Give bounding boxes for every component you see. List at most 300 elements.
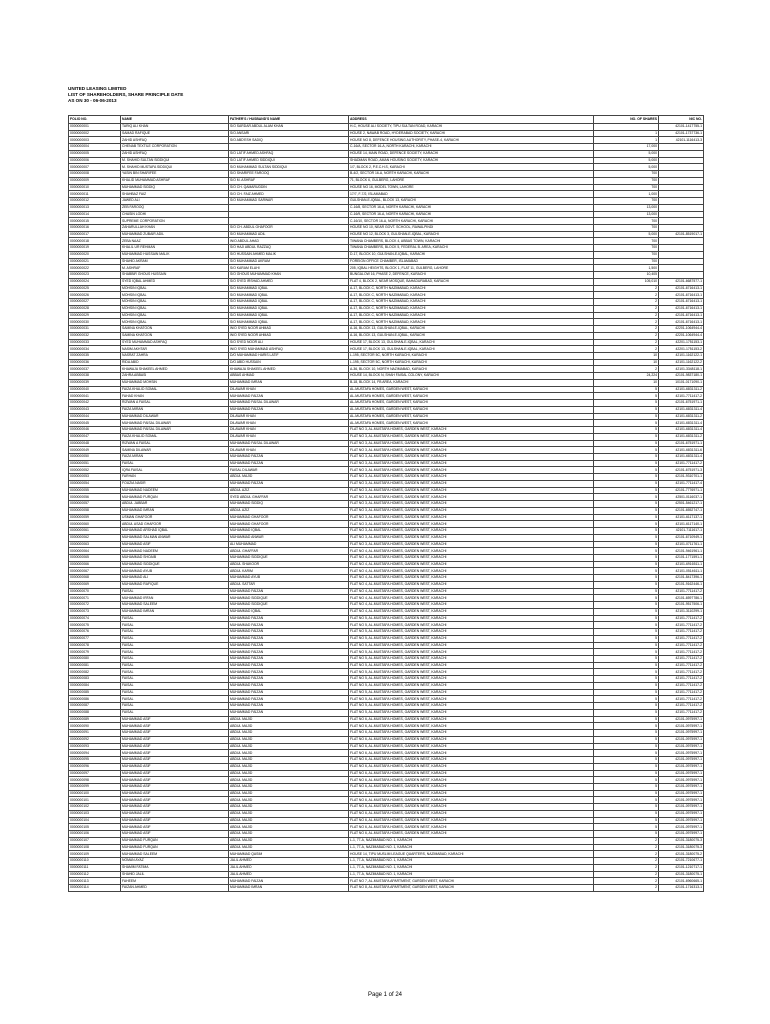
column-header-address: ADDRESS (349, 116, 594, 124)
cell-nic: 42101-6831311-2 (659, 386, 704, 393)
cell-folio: 0000000094 (69, 750, 121, 757)
cell-nic: 42201-1064944-4 (659, 326, 704, 333)
cell-father-name: ABDUL MAJID (229, 763, 349, 770)
cell-shares: 5 (594, 783, 659, 790)
cell-folio: 0000000103 (69, 810, 121, 817)
cell-father-name: MUHAMMAD FAIZAN (229, 406, 349, 413)
cell-address: L-195, SECTOR 5C, NORTH KARACHI, KARACHI (349, 359, 594, 366)
cell-name: MUHAMMAD ALI (121, 575, 229, 582)
cell-father-name: MUHAMMAD IQBAL (229, 528, 349, 535)
cell-nic: 42101-6831311-4 (659, 427, 704, 434)
cell-address: FLAT NO 5, AL-MUSTAFA HOMES, GARDEN WEST, KARACHI (349, 696, 594, 703)
cell-name: NOMAN AYAZ (121, 858, 229, 865)
cell-folio: 0000000092 (69, 736, 121, 743)
cell-address: FLAT NO 5, AL-MUSTAFA HOMES, GARDEN WEST, KARACHI (349, 669, 594, 676)
cell-shares: 5 (594, 723, 659, 730)
cell-folio: 0000000084 (69, 682, 121, 689)
cell-address: HOUSE 2, NAWAB ROAD, HYDERABAD SOCIETY, KARACHI (349, 130, 594, 137)
cell-nic: 42101-0975997-1 (659, 736, 704, 743)
cell-father-name: MUHAMMAD QASIM (229, 851, 349, 858)
table-row (69, 198, 704, 205)
cell-folio: 0000000109 (69, 851, 121, 858)
cell-shares: 5 (594, 467, 659, 474)
cell-address: FLAT NO 3, AL-MUSTAFA HOMES, GARDEN WEST, KARACHI (349, 453, 594, 460)
table-row (69, 730, 704, 737)
table-row (69, 608, 704, 615)
cell-nic (659, 251, 704, 258)
cell-folio: 0000000068 (69, 575, 121, 582)
cell-father-name: ABDUL MAJID (229, 743, 349, 750)
cell-shares: 5 (594, 433, 659, 440)
cell-shares: 5 (594, 507, 659, 514)
cell-name: KHALID MUHAMMAD ASHRAF (121, 177, 229, 184)
cell-name: ZAHID ASHFAQ (121, 150, 229, 157)
cell-shares: 5 (594, 447, 659, 454)
cell-nic (659, 164, 704, 171)
cell-shares: 2 (594, 844, 659, 851)
cell-address: FLAT NO 6, AL-MUSTAFA HOMES, GARDEN WEST, KARACHI (349, 757, 594, 764)
table-row (69, 615, 704, 622)
cell-name: FAIZA KHALID SOMAL (121, 386, 229, 393)
cell-address: FLAT NO 3, AL-MUSTAFA HOMES, GARDEN WEST, KARACHI (349, 433, 594, 440)
cell-address: HOUSE 17, BLOCK 13, GULSHAN-E-IQBAL, KARACHI (349, 339, 594, 346)
cell-name: FARHAN (121, 474, 229, 481)
cell-folio: 0000000076 (69, 629, 121, 636)
table-row (69, 373, 704, 380)
cell-folio: 0000000101 (69, 797, 121, 804)
cell-nic: 42101-6716413-1 (659, 299, 704, 306)
cell-shares: 5,000 (594, 164, 659, 171)
cell-shares: 10 (594, 379, 659, 386)
cell-nic: 42101-0975997-1 (659, 777, 704, 784)
cell-nic: 42101-0975997-1 (659, 783, 704, 790)
cell-shares: 700 (594, 218, 659, 225)
cell-nic: 42101-6960665-1 (659, 878, 704, 885)
table-row (69, 352, 704, 359)
cell-address: FLAT NO 4, AL-MUSTAFA HOMES, GARDEN WEST, KARACHI (349, 555, 594, 562)
cell-nic: 42201-1064944-4 (659, 332, 704, 339)
cell-father-name: ABDUL MAJID (229, 790, 349, 797)
cell-nic (659, 157, 704, 164)
cell-father-name: S/O MUHAMMAD AKRAM (229, 258, 349, 265)
cell-shares: 5 (594, 635, 659, 642)
cell-folio: 0000000052 (69, 467, 121, 474)
cell-name: SHABBIR GHOUS HUSSAIN (121, 272, 229, 279)
cell-name: SHAHBAZ FAIZ (121, 191, 229, 198)
cell-address: A-17, BLOCK C, NORTH NAZIMABAD, KARACHI (349, 285, 594, 292)
cell-name: MOHSIN IQBAL (121, 299, 229, 306)
cell-name: MOHSIN IQBAL (121, 285, 229, 292)
cell-name: CHENAB TEXTILE CORPORATION (121, 144, 229, 151)
table-row (69, 171, 704, 178)
cell-folio: 0000000014 (69, 211, 121, 218)
cell-address: FLAT NO 6, AL-MUSTAFA HOMES, GARDEN WEST, KARACHI (349, 723, 594, 730)
cell-shares: 2 (594, 312, 659, 319)
cell-father-name: MUHAMMAD FAIZAN (229, 649, 349, 656)
cell-nic: 42101-0975997-1 (659, 763, 704, 770)
cell-father-name: W/O ABDUL AHAD (229, 238, 349, 245)
cell-folio: 0000000088 (69, 709, 121, 716)
cell-folio: 0000000061 (69, 528, 121, 535)
cell-address: HOUSE 14, MAIN ROAD, DEFENCE SOCIETY, KARACHI (349, 150, 594, 157)
cell-address: SHADMAN ROAD, AMAN HOUSING SOCIETY, KARACHI (349, 157, 594, 164)
cell-folio: 0000000053 (69, 474, 121, 481)
cell-father-name: S/O SYED IRSHAD AHMED (229, 278, 349, 285)
cell-name: MOHSIN IQBAL (121, 292, 229, 299)
cell-address: FLAT NO 5, AL-MUSTAFA HOMES, GARDEN WEST, KARACHI (349, 642, 594, 649)
table-row (69, 602, 704, 609)
cell-folio: 0000000041 (69, 393, 121, 400)
cell-folio: 0000000032 (69, 332, 121, 339)
cell-father-name: ABDUL SATTAR (229, 581, 349, 588)
cell-shares: 2 (594, 858, 659, 865)
cell-father-name: MUHAMMAD FAIZAN (229, 709, 349, 716)
cell-address: FLAT NO 8, AL-MUSTAFA APARTMENT, GARDEN WEST, KARACHI (349, 884, 594, 891)
cell-father-name: MUHAMMAD FAIZAN (229, 480, 349, 487)
table-row (69, 393, 704, 400)
cell-nic (659, 150, 704, 157)
cell-shares: 5 (594, 420, 659, 427)
table-row (69, 777, 704, 784)
cell-father-name: ABDUL MAJID (229, 777, 349, 784)
table-row (69, 440, 704, 447)
cell-father-name: MUHAMMAD IMRAN (229, 379, 349, 386)
cell-address: FLAT NO 3, AL-MUSTAFA HOMES, GARDEN WEST, KARACHI (349, 447, 594, 454)
cell-shares: 700 (594, 177, 659, 184)
cell-father-name: JALIL AHMED (229, 858, 349, 865)
cell-name: FAISAL (121, 689, 229, 696)
cell-father-name: S/O SYED NOOR ALI (229, 339, 349, 346)
cell-nic: 42101-7711417-2 (659, 629, 704, 636)
cell-nic: 42501-0116037-1 (659, 494, 704, 501)
table-row (69, 588, 704, 595)
cell-address: AL-MUSTAFA HOMES, GARDEN WEST, KARACHI (349, 400, 594, 407)
table-row (69, 285, 704, 292)
cell-father-name: ABDUL AZIZ (229, 487, 349, 494)
cell-father-name: S/O MUHAMMAD IQBAL (229, 312, 349, 319)
table-row (69, 467, 704, 474)
cell-name: MUHAMMAD ASIF (121, 736, 229, 743)
table-row (69, 790, 704, 797)
cell-father-name: MUHAMMAD FAIZAN (229, 682, 349, 689)
cell-nic: 42101-1162122-2 (659, 359, 704, 366)
cell-nic (659, 218, 704, 225)
cell-folio: 0000000066 (69, 561, 121, 568)
cell-father-name: MUHAMMAD FAIZAN (229, 689, 349, 696)
table-row (69, 184, 704, 191)
cell-nic: 42101-0975997-1 (659, 831, 704, 838)
cell-father-name: S/O HUSSAIN AHMED MALIK (229, 251, 349, 258)
cell-nic: 42101-7711417-2 (659, 460, 704, 467)
cell-father-name: MUHAMMAD FAIZAN (229, 669, 349, 676)
table-row (69, 757, 704, 764)
cell-name: M. SHAHID SULTAN SIDDIQUI (121, 157, 229, 164)
cell-address: HOUSE 17, BLOCK 13, GULSHAN-E-IQBAL, KARACHI (349, 346, 594, 353)
cell-nic (659, 238, 704, 245)
cell-nic: 42101-9162446-1 (659, 581, 704, 588)
cell-folio: 0000000001 (69, 124, 121, 131)
cell-name: ZEB FAROOQ (121, 204, 229, 211)
column-header-father-name: FATHER'S / HUSBAND'S NAME (229, 116, 349, 124)
cell-folio: 0000000026 (69, 292, 121, 299)
cell-father-name: ABDUL MAJID (229, 824, 349, 831)
cell-nic: 42101-7711417-2 (659, 622, 704, 629)
cell-shares: 17,000 (594, 144, 659, 151)
cell-name: MUHAMMAD ASIF (121, 770, 229, 777)
cell-folio: 0000000035 (69, 352, 121, 359)
cell-name: SUPREME CORPORATION (121, 218, 229, 225)
cell-father-name: S/O LATIF AHMED ASHFAQ (229, 150, 349, 157)
cell-father-name: S/O SHARIFEE FAROOQ (229, 171, 349, 178)
cell-address: FLAT 4, BLOCK 2, NEAR MOSQUE, BAHADURABAD, KARACHI (349, 278, 594, 285)
table-row (69, 864, 704, 871)
table-row (69, 676, 704, 683)
cell-address: A-17, BLOCK C, NORTH NAZIMABAD, KARACHI (349, 319, 594, 326)
cell-address: 71, BLOCK 6, GULBERG, LAHORE (349, 177, 594, 184)
cell-name: MUHAMMAD FURQAN (121, 494, 229, 501)
cell-shares: 5 (594, 817, 659, 824)
cell-nic: 42101-6716413-1 (659, 292, 704, 299)
cell-name: MUHAMMAD ASIF (121, 716, 229, 723)
cell-address: FLAT NO 5, AL-MUSTAFA HOMES, GARDEN WEST, KARACHI (349, 629, 594, 636)
cell-address: A-17, BLOCK C, NORTH NAZIMABAD, KARACHI (349, 299, 594, 306)
table-row (69, 164, 704, 171)
cell-father-name: DILAWAR KHAN (229, 427, 349, 434)
cell-father-name: MUHAMMAD AYUB (229, 575, 349, 582)
cell-name: MUHAMMAD ASIF (121, 797, 229, 804)
cell-address: FLAT NO 6, AL-MUSTAFA HOMES, GARDEN WEST, KARACHI (349, 810, 594, 817)
cell-nic: 42101-7711417-2 (659, 615, 704, 622)
cell-address: C-16/A, SECTOR 16-A, NORTH KARACHI, KARACHI (349, 144, 594, 151)
cell-nic: 42501-5461217-1 (659, 501, 704, 508)
table-row (69, 501, 704, 508)
cell-address: H-C, HOUSE ALI SOCIETY, TIPU SULTAN ROAD, KARACHI (349, 124, 594, 131)
cell-address: FLAT NO 3, AL-MUSTAFA HOMES, GARDEN WEST, KARACHI (349, 514, 594, 521)
cell-shares: 5 (594, 521, 659, 528)
cell-father-name: MUHAMMAD SIDDIQUE (229, 595, 349, 602)
cell-name: MUHAMMAD HUSSAIN MALIK (121, 251, 229, 258)
table-row (69, 884, 704, 891)
cell-folio: 0000000069 (69, 581, 121, 588)
cell-name: ZAHARULLAH KHAN (121, 225, 229, 232)
cell-shares: 2 (594, 292, 659, 299)
table-row (69, 312, 704, 319)
cell-father-name: ABDUL MAJID (229, 797, 349, 804)
cell-address: FLAT NO 5, AL-MUSTAFA HOMES, GARDEN WEST, KARACHI (349, 709, 594, 716)
cell-shares: 5 (594, 615, 659, 622)
cell-nic: 42101-1771591-1 (659, 555, 704, 562)
column-header-name: NAME (121, 116, 229, 124)
cell-shares: 105,010 (594, 278, 659, 285)
cell-father-name: ABDUL MAJID (229, 810, 349, 817)
cell-folio: 0000000087 (69, 703, 121, 710)
cell-name: MUHAMMAD NADEEM (121, 548, 229, 555)
cell-address: FLAT NO 6, AL-MUSTAFA HOMES, GARDEN WEST, KARACHI (349, 743, 594, 750)
cell-name: MOHSIN IQBAL (121, 312, 229, 319)
cell-folio: 0000000078 (69, 642, 121, 649)
table-row (69, 595, 704, 602)
company-name: UNITED LEASING LIMITED (68, 86, 127, 91)
cell-father-name: MUHAMMAD FAIZAN (229, 635, 349, 642)
cell-nic: 42101-7711417-2 (659, 635, 704, 642)
cell-name: FAISAL (121, 642, 229, 649)
cell-folio: 0000000033 (69, 339, 121, 346)
table-row (69, 783, 704, 790)
cell-folio: 0000000034 (69, 346, 121, 353)
cell-father-name (229, 144, 349, 151)
cell-address: FLAT NO 6, AL-MUSTAFA HOMES, GARDEN WEST, KARACHI (349, 804, 594, 811)
cell-name: RIDA ABID (121, 359, 229, 366)
cell-name: MUHAMMAD ASIF (121, 790, 229, 797)
cell-folio: 0000000099 (69, 783, 121, 790)
table-row (69, 871, 704, 878)
cell-folio: 0000000029 (69, 312, 121, 319)
table-row (69, 763, 704, 770)
cell-folio: 0000000074 (69, 615, 121, 622)
cell-name: FAISAL (121, 649, 229, 656)
cell-nic (659, 144, 704, 151)
cell-father-name: SYED ABDUL GHAFFAR (229, 494, 349, 501)
cell-folio: 0000000082 (69, 669, 121, 676)
cell-shares: 5 (594, 824, 659, 831)
cell-father-name: W/O SYED MUHAMMAD ASHFAQ (229, 346, 349, 353)
cell-shares: 5,000 (594, 150, 659, 157)
table-row (69, 696, 704, 703)
cell-address: FLAT NO 3, AL-MUSTAFA HOMES, GARDEN WEST, KARACHI (349, 541, 594, 548)
cell-name: KHAWAJA SHAKEEL AHMED (121, 366, 229, 373)
table-row (69, 514, 704, 521)
cell-folio: 0000000083 (69, 676, 121, 683)
cell-folio: 0000000015 (69, 218, 121, 225)
cell-folio: 0000000073 (69, 608, 121, 615)
table-row (69, 635, 704, 642)
table-row (69, 561, 704, 568)
cell-folio: 0000000005 (69, 150, 121, 157)
cell-nic: 42101-7711417-2 (659, 588, 704, 595)
cell-nic: 42101-0975997-1 (659, 804, 704, 811)
cell-folio: 0000000070 (69, 588, 121, 595)
cell-father-name: S/O MUHAMMAD IQBAL (229, 319, 349, 326)
table-row (69, 191, 704, 198)
cell-nic: 42101-7711417-2 (659, 689, 704, 696)
cell-name: FAISAL (121, 629, 229, 636)
cell-address: FLAT NO 5, AL-MUSTAFA HOMES, GARDEN WEST, KARACHI (349, 703, 594, 710)
cell-address: FLAT NO 7, AL-MUSTAFA APARTMENT, GARDEN WEST, KARACHI (349, 878, 594, 885)
cell-name: M. ASHRAF (121, 265, 229, 272)
cell-folio: 0000000105 (69, 824, 121, 831)
cell-father-name: ABDUL MAJID (229, 757, 349, 764)
cell-folio: 0000000017 (69, 231, 121, 238)
cell-folio: 0000000006 (69, 157, 121, 164)
cell-shares: 2 (594, 871, 659, 878)
table-row (69, 366, 704, 373)
table-row (69, 204, 704, 211)
cell-shares: 5 (594, 696, 659, 703)
cell-father-name: ABDUL MAJID (229, 831, 349, 838)
table-row (69, 804, 704, 811)
cell-folio: 0000000050 (69, 453, 121, 460)
table-row (69, 494, 704, 501)
cell-name: SHAHID AKRAM (121, 258, 229, 265)
cell-shares: 5 (594, 400, 659, 407)
cell-name: NASRAT ZAHRA (121, 352, 229, 359)
cell-folio: 0000000090 (69, 723, 121, 730)
cell-address: C-16/8, SECTOR 16-A, NORTH KARACHI, KARACHI (349, 204, 594, 211)
cell-address: FLAT NO 6, AL-MUSTAFA HOMES, GARDEN WEST, KARACHI (349, 716, 594, 723)
cell-folio: 0000000085 (69, 689, 121, 696)
cell-shares: 5 (594, 514, 659, 521)
cell-name: TARIQ ALI KHAN (121, 124, 229, 131)
table-row (69, 642, 704, 649)
table-row (69, 427, 704, 434)
cell-name: MUHAMMAD ASIF (121, 730, 229, 737)
cell-folio: 0000000021 (69, 258, 121, 265)
cell-nic: 42101-0975997-1 (659, 743, 704, 750)
table-row (69, 211, 704, 218)
cell-shares: 5 (594, 642, 659, 649)
cell-name: SAMAD RAFIQUE (121, 130, 229, 137)
cell-name: MUHAMMAD ASIF (121, 541, 229, 548)
cell-father-name: ALI MUHAMMAD (229, 541, 349, 548)
table-row (69, 245, 704, 252)
cell-father-name: MUHAMMAD FAIZAN (229, 393, 349, 400)
cell-nic (659, 265, 704, 272)
cell-name: IQRA FAISAL (121, 467, 229, 474)
cell-nic: 42101-0514611-1 (659, 568, 704, 575)
cell-shares: 5 (594, 656, 659, 663)
cell-name: FAISAL (121, 703, 229, 710)
cell-father-name: MUHAMMAD SIDDIQUE (229, 602, 349, 609)
cell-folio: 0000000030 (69, 319, 121, 326)
cell-address: 205, IQBAL HEIGHTS, BLOCK 1, FLAT 11, GULBERG, LAHORE (349, 265, 594, 272)
cell-folio: 0000000046 (69, 427, 121, 434)
cell-shares: 2 (594, 346, 659, 353)
cell-shares: 2 (594, 299, 659, 306)
cell-name: ZAHID ASHFAQ (121, 137, 229, 144)
table-row (69, 124, 704, 131)
cell-shares: 5 (594, 474, 659, 481)
cell-name: MUHAMMAD ASIF (121, 804, 229, 811)
table-row (69, 629, 704, 636)
cell-name: SHAMIM FATIMA (121, 864, 229, 871)
cell-name: ZEBA NAAZ (121, 238, 229, 245)
cell-name: MUHAMMAD SALMAN ANWAR (121, 534, 229, 541)
cell-address: FLAT NO 3, AL-MUSTAFA HOMES, GARDEN WEST, KARACHI (349, 467, 594, 474)
cell-address: HOUSE NO 8, DEFENCE HOUSING AUTHORITY, PHASE-4, KARACHI (349, 137, 594, 144)
cell-address: FLAT NO 6, AL-MUSTAFA HOMES, GARDEN WEST, KARACHI (349, 797, 594, 804)
table-row (69, 453, 704, 460)
table-row (69, 662, 704, 669)
cell-address: A-36, BLOCK 10, NORTH NAZIMABAD, KARACHI (349, 366, 594, 373)
table-row (69, 326, 704, 333)
cell-address: GULSHAN-E-IQBAL, BLOCK 13, KARACHI (349, 198, 594, 205)
cell-nic: 42101-0975997-1 (659, 723, 704, 730)
cell-folio: 0000000098 (69, 777, 121, 784)
cell-address: HOUSE 14, TIPU MUSLIM LEAGUE QUARTERS, NAZIMABAD, KARACHI (349, 851, 594, 858)
table-row (69, 703, 704, 710)
cell-nic (659, 211, 704, 218)
cell-address: HOUSE 14, BLOCK N, SHAH FAISAL COLONY, KARACHI (349, 373, 594, 380)
cell-address: HOUSE NO 10, NEAR GOVT. SCHOOL, RAWALPINDI (349, 225, 594, 232)
cell-nic: 42101-0711761-1 (659, 541, 704, 548)
cell-name: FAISAL (121, 622, 229, 629)
cell-nic: 42101-3110299-1 (659, 608, 704, 615)
table-row (69, 346, 704, 353)
cell-shares: 5,000 (594, 231, 659, 238)
cell-nic (659, 184, 704, 191)
cell-father-name: S/O ABD'ESH SADIQ (229, 137, 349, 144)
cell-name: FAISAL (121, 669, 229, 676)
